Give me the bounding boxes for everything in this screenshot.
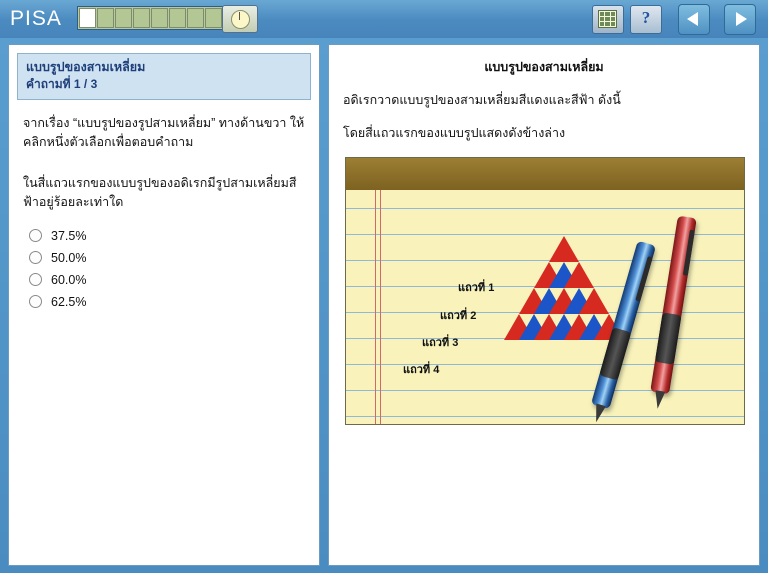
stimulus-line-1: อดิเรกวาดแบบรูปของสามเหลี่ยมสีแดงและสีฟ้า ดังนี้ [343, 93, 621, 107]
clock-dial [231, 10, 250, 29]
progress-block [169, 8, 186, 28]
question-counter: คำถามที่ 1 / 3 [26, 77, 98, 91]
clock-icon [222, 5, 258, 33]
clock-hand [239, 12, 240, 20]
calculator-icon [598, 10, 617, 28]
progress-indicator [77, 6, 225, 30]
triangle-figure [345, 157, 745, 425]
question-panel [8, 44, 320, 566]
progress-block [79, 8, 96, 28]
row-label-4: แถวที่ 4 [403, 364, 440, 376]
answer-options [29, 226, 319, 311]
question-title: แบบรูปของสามเหลี่ยม [26, 60, 146, 74]
stimulus-panel [328, 44, 760, 566]
option-label: 62.5% [51, 294, 87, 309]
stimulus-line-2: โดยสี่แถวแรกของแบบรูปแสดงดังข้างล่าง [343, 126, 566, 140]
option-row[interactable] [29, 292, 319, 311]
option-row[interactable] [29, 270, 319, 289]
question-mark-icon: ? [641, 8, 651, 27]
chevron-right-icon [736, 12, 747, 26]
help-button[interactable] [630, 5, 662, 34]
row-label-3: แถวที่ 3 [422, 337, 459, 349]
app-brand: PISA [10, 7, 62, 30]
row-label-1: แถวที่ 1 [458, 282, 495, 294]
question-header [17, 53, 311, 100]
option-row[interactable] [29, 248, 319, 267]
radio-button[interactable] [29, 295, 42, 308]
option-row[interactable] [29, 226, 319, 245]
question-prompt: ในสี่แถวแรกของแบบรูปของอดิเรกมีรูปสามเหลี่ยมสีฟ้าอยู่ร้อยละเท่าใด [23, 176, 297, 209]
progress-block [133, 8, 150, 28]
question-stem: จากเรื่อง “แบบรูปของรูปสามเหลี่ยม” ทางด้านขวา ให้คลิกหนึ่งตัวเลือกเพื่อตอบคำถาม [23, 116, 305, 149]
row-label-2: แถวที่ 2 [440, 310, 477, 322]
option-label: 60.0% [51, 272, 87, 287]
progress-block [205, 8, 222, 28]
calculator-button[interactable] [592, 5, 624, 34]
option-label: 37.5% [51, 228, 87, 243]
next-button[interactable] [724, 4, 756, 35]
progress-block [187, 8, 204, 28]
radio-button[interactable] [29, 251, 42, 264]
option-label: 50.0% [51, 250, 87, 265]
toolbar [0, 0, 768, 38]
progress-block [151, 8, 168, 28]
previous-button[interactable] [678, 4, 710, 35]
radio-button[interactable] [29, 273, 42, 286]
chevron-left-icon [687, 12, 698, 26]
progress-block [97, 8, 114, 28]
progress-block [115, 8, 132, 28]
radio-button[interactable] [29, 229, 42, 242]
stimulus-title: แบบรูปของสามเหลี่ยม [484, 60, 604, 74]
